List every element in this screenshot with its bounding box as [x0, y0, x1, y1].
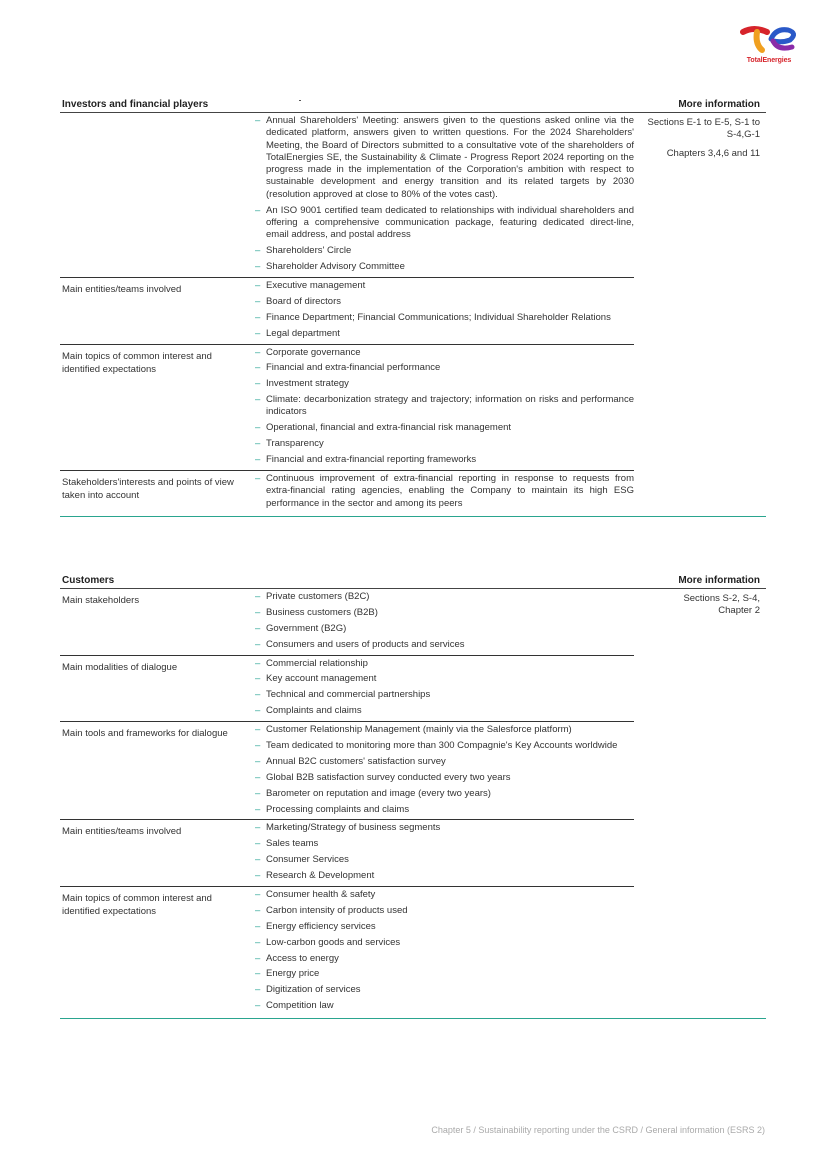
row-label: Main tools and frameworks for dialogue	[62, 728, 228, 740]
list-item: – Key account management	[255, 673, 634, 685]
list-item: – Processing complaints and claims	[255, 804, 634, 816]
list-item: – Consumers and users of products and services	[255, 639, 634, 651]
table-row	[60, 473, 634, 510]
list-item: – Business customers (B2B)	[255, 607, 634, 619]
row-label: Main topics of common interest and identified expectations	[62, 893, 212, 918]
list-item: – Climate: decarbonization strategy and trajectory; information on risks and performance indicators	[255, 394, 634, 419]
list-item: – An ISO 9001 certified team dedicated to relationships with individual shareholders and offering a comprehensive communication package, featuring dedicated direct-line, email address, and postal address	[255, 205, 634, 242]
table-row	[60, 280, 634, 345]
list-item: – Commercial relationship	[255, 658, 634, 670]
list-item: – Barometer on reputation and image (every two years)	[255, 788, 634, 800]
logo-text: TotalEnergies	[746, 57, 792, 64]
more-info-line: Sections S-2, S-4, Chapter 2	[683, 593, 760, 617]
more-information-label: More information	[678, 575, 760, 586]
list-item: – Customer Relationship Management (mainly via the Salesforce platform)	[255, 724, 634, 736]
row-label: Main topics of common interest and identified expectations	[62, 350, 212, 375]
table-row	[60, 115, 634, 278]
list-item: – Marketing/Strategy of business segments	[255, 822, 634, 834]
list-item: – Corporate governance	[255, 347, 634, 359]
list-item: – Technical and commercial partnerships	[255, 689, 634, 701]
table-row	[60, 347, 634, 472]
list-item: – Global B2B satisfaction survey conducted every two years	[255, 772, 634, 784]
totalenergies-logo	[738, 24, 800, 68]
list-item: – Private customers (B2C)	[255, 591, 634, 603]
list-item: – Executive management	[255, 280, 634, 292]
list-item: – Finance Department; Financial Communications; Individual Shareholder Relations	[255, 312, 634, 324]
list-item: – Consumer health & safety	[255, 889, 634, 901]
list-item: – Energy price	[255, 968, 634, 980]
section-bottom-rule	[60, 514, 766, 517]
table-row	[60, 591, 634, 656]
list-item: – Research & Development	[255, 870, 634, 882]
row-label: Main modalities of dialogue	[62, 661, 178, 673]
logo-mark-icon	[740, 24, 798, 56]
list-item: – Access to energy	[255, 953, 634, 965]
list-item: – Carbon intensity of products used	[255, 905, 634, 917]
list-item: – Financial and extra-financial performance	[255, 362, 634, 374]
table-row	[60, 658, 634, 723]
list-item: – Shareholder Advisory Committee	[255, 261, 634, 273]
list-item: – Complaints and claims	[255, 705, 634, 717]
table-row	[60, 822, 634, 887]
list-item: – Annual B2C customers' satisfaction survey	[255, 756, 634, 768]
list-item: – Competition law	[255, 1000, 634, 1012]
list-item: – Government (B2G)	[255, 623, 634, 635]
row-label: Main stakeholders	[62, 595, 140, 606]
customers-section	[60, 573, 766, 1019]
more-info-line: Chapters 3,4,6 and 11	[666, 147, 760, 159]
more-information-refs	[636, 117, 760, 166]
customers-header	[60, 573, 766, 589]
more-info-line: Sections E-1 to E-5, S-1 to S-4,G-1	[647, 117, 760, 141]
list-item: – Continuous improvement of extra-financial reporting in response to requests from extra-financial rating agencies, enabling the Company to maintain its high ESG performance in the sector and among its peers	[255, 473, 634, 510]
section-title: Investors and financial players	[62, 99, 209, 110]
investors-section	[60, 97, 766, 517]
row-label: Main entities/teams involved	[62, 283, 182, 295]
list-item: – Financial and extra-financial reporting frameworks	[255, 454, 634, 466]
investors-header	[60, 97, 766, 113]
row-label: Main entities/teams involved	[62, 826, 182, 838]
table-row	[60, 724, 634, 820]
list-item: – Shareholders' Circle	[255, 245, 634, 257]
section-title: Customers	[62, 575, 115, 586]
list-item: – Transparency	[255, 438, 634, 450]
list-item: – Sales teams	[255, 838, 634, 850]
table-row	[60, 889, 634, 1013]
list-item: – Energy efficiency services	[255, 921, 634, 933]
list-item: – Annual Shareholders' Meeting: answers given to the questions asked online via the dedicated platform, answers given to written questions. For the 2024 Shareholders' Meeting, the Board of Directors submitted to a consultative vote of the shareholders of TotalEnergies SE, the Sustainability & Climate - Progress Report 2024 reporting on the progress made in the implementation of the Corporation's ambition with respect to sustainable development and energy transition and its related targets by 2030 (resolution approved at close to 80% of the votes cast).	[255, 115, 634, 201]
section-bottom-rule	[60, 1016, 766, 1019]
page-footer: Chapter 5 / Sustainability reporting under the CSRD / General information (ESRS 2)	[431, 1125, 765, 1135]
list-item: – Low-carbon goods and services	[255, 937, 634, 949]
list-item: – Legal department	[255, 328, 634, 340]
list-item: – Team dedicated to monitoring more than 300 Compagnie's Key Accounts worldwide	[255, 740, 634, 752]
list-item: – Digitization of services	[255, 984, 634, 996]
more-information-label: More information	[678, 99, 760, 110]
list-item: – Board of directors	[255, 296, 634, 308]
list-item: – Consumer Services	[255, 854, 634, 866]
list-item: – Investment strategy	[255, 378, 634, 390]
more-information-refs	[636, 593, 760, 624]
row-label: Stakeholders'interests and points of view taken into account	[62, 477, 234, 502]
list-item: – Operational, financial and extra-financial risk management	[255, 422, 634, 434]
